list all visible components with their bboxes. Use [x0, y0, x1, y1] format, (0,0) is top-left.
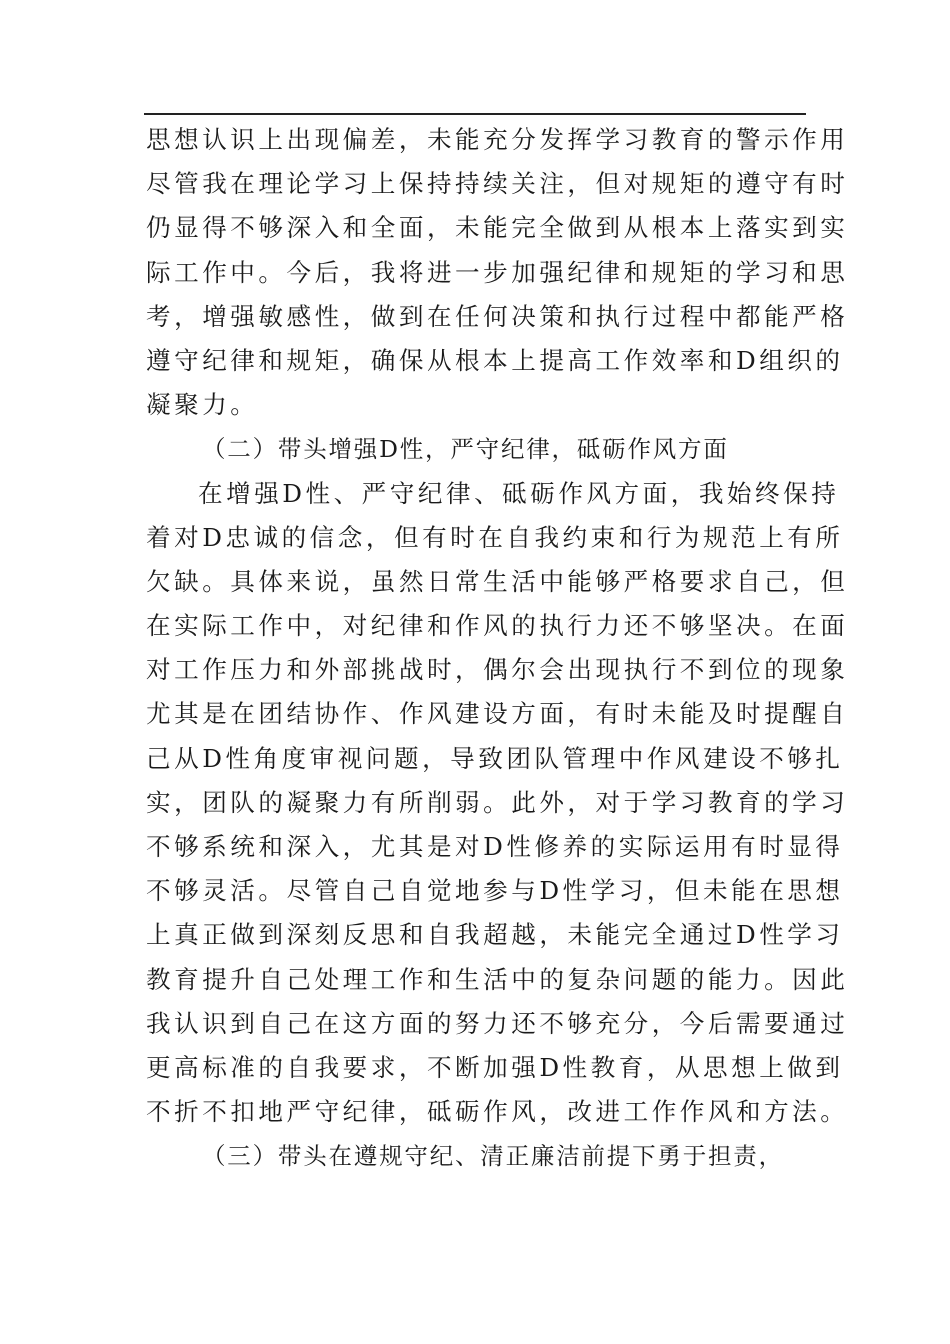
paragraph-first-line: 在增强D性、严守纪律、砥砺作风方面，我始终保持 — [198, 478, 840, 508]
text-line: 仍显得不够深入和全面，未能完全做到从根本上落实到实 — [146, 213, 849, 243]
text-line: 遵守纪律和规矩，确保从根本上提高工作效率和D组织的 — [146, 345, 844, 375]
text-line: 尽管我在理论学习上保持持续关注，但对规矩的遵守有时 — [146, 169, 849, 199]
text-line: 在实际工作中，对纪律和作风的执行力还不够坚决。在面 — [146, 611, 849, 641]
text-line: 思想认识上出现偏差，未能充分发挥学习教育的警示作用 — [146, 125, 849, 154]
text-line: 考，增强敏感性，做到在任何决策和执行过程中都能严格 — [146, 301, 849, 331]
section-heading: （三）带头在遵规守纪、清正廉洁前提下勇于担责， — [202, 1142, 784, 1171]
text-line: 不折不扣地严守纪律，砥砺作风，改进工作作风和方法。 — [146, 1097, 849, 1127]
text-line: 尤其是在团结协作、作风建设方面，有时未能及时提醒自 — [146, 699, 849, 729]
text-line: 际工作中。今后，我将进一步加强纪律和规矩的学习和思 — [146, 257, 849, 287]
header-rule — [144, 113, 806, 115]
text-line: 上真正做到深刻反思和自我超越，未能完全通过D性学习 — [146, 920, 844, 950]
text-line: 不够系统和深入，尤其是对D性修养的实际运用有时显得 — [146, 832, 844, 861]
text-line: 我认识到自己在这方面的努力还不够充分，今后需要通过 — [146, 1008, 849, 1038]
document-body — [146, 118, 849, 1179]
text-line: 凝聚力。 — [146, 390, 259, 420]
section-heading: （二）带头增强D性，严守纪律，砥砺作风方面 — [202, 435, 729, 464]
text-line: 实，团队的凝聚力有所削弱。此外，对于学习教育的学习 — [146, 787, 849, 817]
text-line: 欠缺。具体来说，虽然日常生活中能够严格要求自己，但 — [146, 566, 849, 596]
text-line: 己从D性角度审视问题，导致团队管理中作风建设不够扎 — [146, 743, 844, 773]
text-line: 更高标准的自我要求，不断加强D性教育，从思想上做到 — [146, 1052, 844, 1082]
text-line: 教育提升自己处理工作和生活中的复杂问题的能力。因此 — [146, 964, 849, 994]
text-line: 不够灵活。尽管自己自觉地参与D性学习，但未能在思想 — [146, 876, 844, 906]
text-line: 对工作压力和外部挑战时，偶尔会出现执行不到位的现象 — [146, 655, 849, 685]
text-line: 着对D忠诚的信念，但有时在自我约束和行为规范上有所 — [146, 522, 844, 552]
